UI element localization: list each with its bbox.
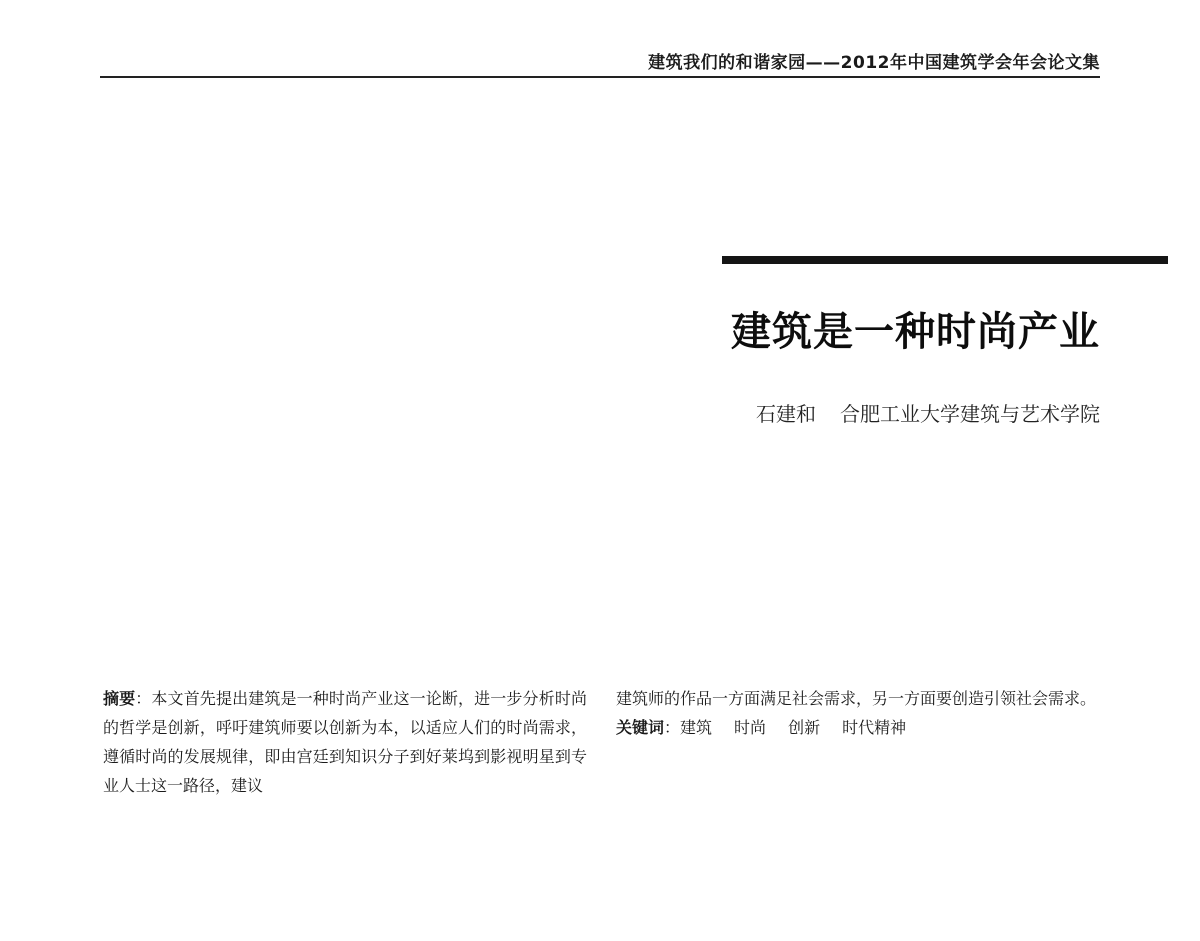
abstract-text-part2: 建筑师的作品一方面满足社会需求，另一方面要创造引领社会需求。: [616, 689, 1097, 708]
keyword-item: 建筑: [680, 718, 713, 737]
author-name: 石建和: [756, 402, 816, 426]
keywords-separator: ：: [664, 718, 681, 737]
abstract-label: 摘要: [103, 689, 136, 708]
abstract-column-right: [616, 684, 1100, 742]
abstract-text-part1: 本文首先提出建筑是一种时尚产业这一论断，进一步分析时尚的哲学是创新，呼吁建筑师要以创新为本，以适应人们的时尚需求，遵循时尚的发展规律，即由宫廷到知识分子到好莱坞到影视明星到专业人士这一路径，建议: [103, 689, 587, 795]
author-line: [756, 398, 1100, 427]
abstract-separator: ：: [135, 689, 152, 708]
keyword-item: 创新: [788, 718, 821, 737]
keyword-item: 时尚: [734, 718, 767, 737]
abstract-column-left: [103, 684, 587, 800]
keywords-label: 关键词: [616, 718, 665, 737]
running-header: 建筑我们的和谐家园——2012年中国建筑学会年会论文集: [648, 53, 1100, 73]
title-bar: [722, 256, 1168, 264]
paper-title: 建筑是一种时尚产业: [731, 309, 1100, 355]
keyword-item: 时代精神: [842, 718, 907, 737]
author-affiliation: 合肥工业大学建筑与艺术学院: [840, 402, 1100, 426]
keywords-line: [616, 713, 1100, 742]
header-rule: [100, 76, 1100, 78]
